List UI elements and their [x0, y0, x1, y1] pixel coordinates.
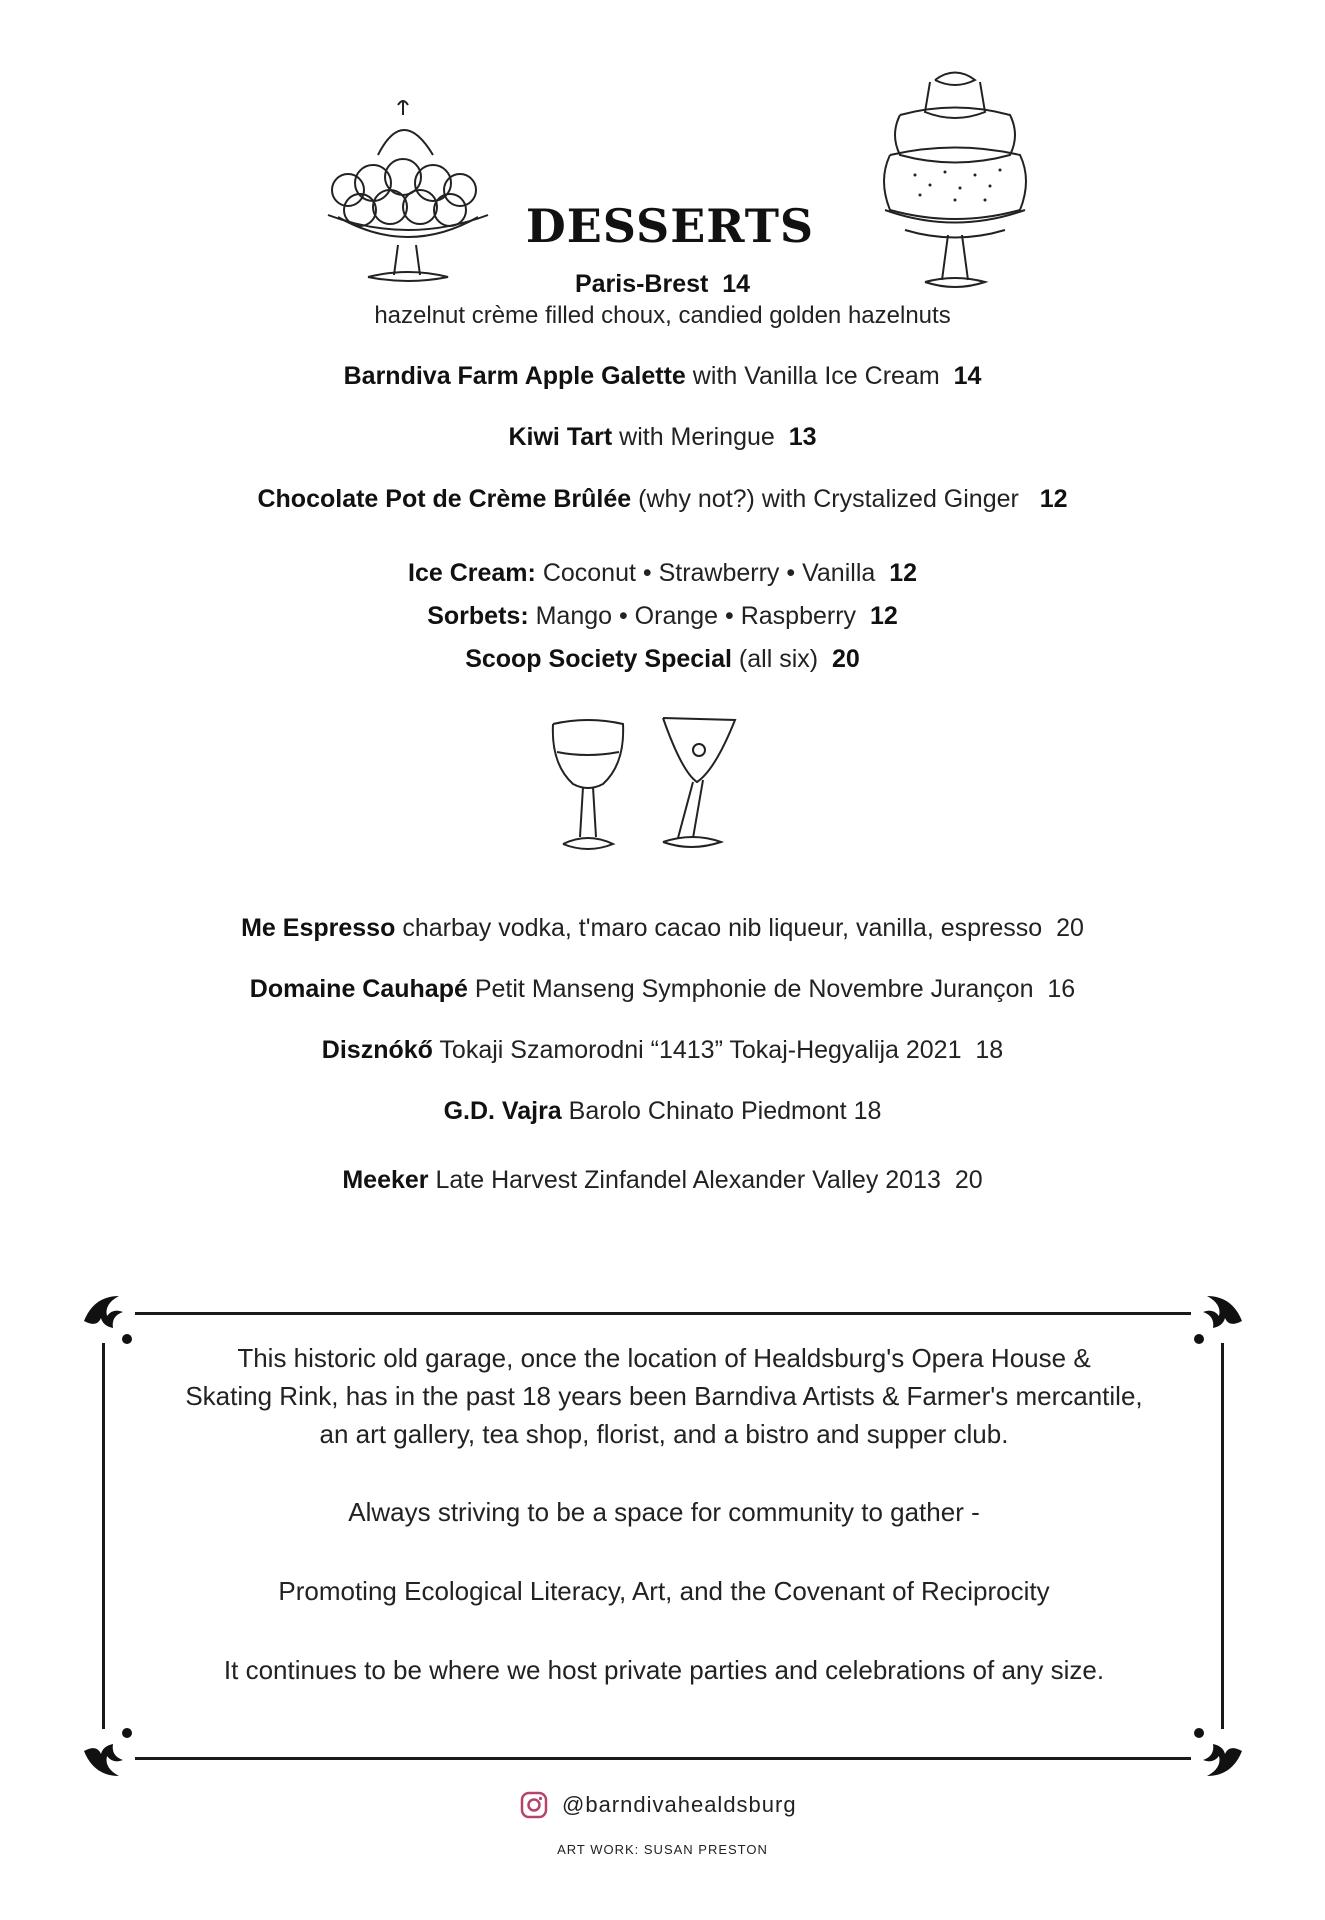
drink-item-disznoko — [0, 1034, 1325, 1066]
item-name: Paris-Brest — [574, 270, 709, 298]
item-name: Scoop Society Special — [465, 645, 732, 673]
about-line: It continues to be where we host private parties and celebrations of any size. — [223, 1655, 1105, 1685]
menu-item-kiwi-tart — [0, 421, 1325, 453]
item-price: 20 — [831, 645, 860, 673]
page-title: DESSERTS — [525, 198, 815, 253]
flourish-icon — [1187, 1721, 1247, 1781]
instagram-icon — [520, 1791, 548, 1819]
item-price: 14 — [953, 362, 982, 390]
item-price: 12 — [869, 602, 898, 630]
item-price: 18 — [853, 1097, 882, 1125]
cake-illustration — [870, 60, 1040, 300]
item-name: Ice Cream: — [408, 559, 536, 587]
item-name: Barndiva Farm Apple Galette — [343, 362, 686, 390]
item-detail: Barolo Chinato Piedmont — [568, 1097, 847, 1125]
about-line: Skating Rink, has in the past 18 years been Barndiva Artists & Farmer's mercantile, — [185, 1381, 1143, 1411]
item-detail: Mango • Orange • Raspberry — [535, 602, 857, 630]
glasses-illustration — [545, 712, 765, 862]
item-detail: (why not?) with Crystalized Ginger — [638, 485, 1019, 513]
flourish-icon — [79, 1721, 139, 1781]
item-price: 20 — [954, 1166, 983, 1194]
item-name: Domaine Cauhapé — [249, 975, 468, 1003]
item-detail: Tokaji Szamorodni “1413” Tokaj-Hegyalija 2021 — [439, 1036, 962, 1064]
about-line: This historic old garage, once the location of Healdsburg's Opera House & — [237, 1343, 1091, 1373]
item-price: 18 — [975, 1036, 1004, 1064]
instagram-handle: @barndivahealdsburg — [562, 1792, 797, 1817]
menu-item-sorbets — [0, 600, 1325, 632]
item-price: 13 — [788, 423, 817, 451]
item-description: hazelnut crème filled choux, candied golden hazelnuts — [374, 302, 951, 329]
artwork-credit: ART WORK: SUSAN PRESTON — [557, 1842, 768, 1857]
drink-item-cauhape — [0, 973, 1325, 1005]
menu-item-apple-galette — [0, 360, 1325, 392]
item-detail: with Vanilla Ice Cream — [692, 362, 940, 390]
menu-item-ice-cream — [0, 557, 1325, 589]
item-name: Kiwi Tart — [508, 423, 613, 451]
item-detail: charbay vodka, t'maro cacao nib liqueur, vanilla, espresso — [402, 914, 1043, 942]
item-price: 20 — [1056, 914, 1084, 942]
about-line: Promoting Ecological Literacy, Art, and the Covenant of Reciprocity — [278, 1576, 1050, 1606]
item-detail: Late Harvest Zinfandel Alexander Valley 2013 — [435, 1166, 941, 1194]
item-name: Me Espresso — [241, 914, 396, 942]
item-detail: Petit Manseng Symphonie de Novembre Jurançon — [474, 975, 1034, 1003]
item-name: G.D. Vajra — [443, 1097, 562, 1125]
item-name: Meeker — [342, 1166, 429, 1194]
item-name: Disznókő — [321, 1036, 433, 1064]
item-price: 14 — [722, 270, 751, 298]
item-detail: Coconut • Strawberry • Vanilla — [542, 559, 876, 587]
drink-item-meeker — [0, 1164, 1325, 1196]
item-detail: with Meringue — [619, 423, 775, 451]
menu-item-pot-de-creme — [0, 483, 1325, 515]
fruit-bowl-illustration — [318, 95, 498, 285]
drink-item-vajra — [0, 1095, 1325, 1127]
menu-item-scoop-society — [0, 643, 1325, 675]
item-detail: (all six) — [738, 645, 819, 673]
item-name: Sorbets: — [427, 602, 529, 630]
item-price: 12 — [1039, 485, 1068, 513]
about-box — [102, 1312, 1224, 1760]
item-price: 12 — [889, 559, 917, 587]
about-line: an art gallery, tea shop, florist, and a bistro and supper club. — [319, 1419, 1009, 1449]
item-price: 16 — [1047, 975, 1076, 1003]
instagram-link[interactable] — [520, 1788, 820, 1822]
about-line: Always striving to be a space for community to gather - — [348, 1497, 980, 1527]
menu-item-paris-brest — [0, 268, 1325, 300]
item-name: Chocolate Pot de Crème Brûlée — [257, 485, 632, 513]
drink-item-me-espresso — [0, 912, 1325, 944]
